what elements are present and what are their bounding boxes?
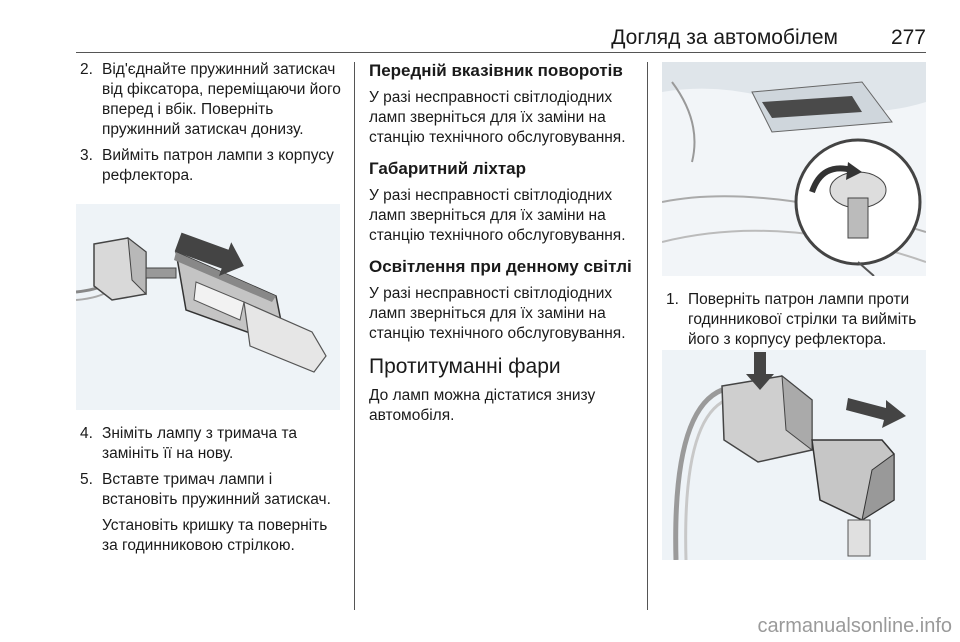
fog-lights-text: До ламп можна дістатися знизу автомобіля. xyxy=(369,387,596,424)
section-heading: Передній вказівник поворотів xyxy=(369,61,623,80)
fog-light-illustration xyxy=(662,62,926,276)
step-5-extra: Установіть кришку та поверніть за годинниковою стрілкою. xyxy=(102,517,328,554)
step-number: 5. xyxy=(80,471,93,488)
step-number: 4. xyxy=(80,425,93,442)
step-text: Вийміть патрон лампи з корпусу рефлектора. xyxy=(102,147,334,184)
step-5 xyxy=(76,470,342,510)
page-number: 277 xyxy=(890,26,926,49)
section-heading: Габаритний ліхтар xyxy=(369,159,527,178)
step-2 xyxy=(76,60,342,140)
column-2 xyxy=(369,60,635,436)
header-rule xyxy=(76,52,926,53)
column-3 xyxy=(662,290,926,356)
fog-lights-heading: Протитуманні фари xyxy=(369,355,561,378)
column-divider-1 xyxy=(354,62,355,610)
step-3 xyxy=(76,146,342,186)
section-heading: Освітлення при денному світлі xyxy=(369,257,632,276)
section-text: У разі несправності світлодіодних ламп зверніться для їх заміни на станцію технічного обслуговування. xyxy=(369,285,626,342)
step-number: 2. xyxy=(80,61,93,78)
step-text: Поверніть патрон лампи проти годинникової стрілки та вийміть його з корпусу рефлектора. xyxy=(688,291,917,348)
watermark-text: carmanualsonline.info xyxy=(757,615,952,637)
bulb-illustration xyxy=(76,204,340,410)
page-header xyxy=(76,26,926,52)
step-1 xyxy=(662,290,926,350)
column-1 xyxy=(76,60,342,192)
step-number: 3. xyxy=(80,147,93,164)
fog-light-figure xyxy=(662,62,926,276)
lamp-socket-figure xyxy=(662,350,926,560)
bulb-figure xyxy=(76,204,340,410)
step-4 xyxy=(76,424,342,464)
step-text: Вставте тримач лампи і встановіть пружинний затискач. xyxy=(102,471,331,508)
step-number: 1. xyxy=(666,291,679,308)
step-text: Зніміть лампу з тримача та замініть її на нову. xyxy=(102,425,297,462)
column-1-lower xyxy=(76,424,342,556)
lamp-socket-illustration xyxy=(662,350,926,560)
step-text: Від'єднайте пружинний затискач від фіксатора, переміщаючи його вперед і вбік. Поверніть пружинний затискач донизу. xyxy=(102,61,341,138)
section-text: У разі несправності світлодіодних ламп зверніться для їх заміни на станцію технічного обслуговування. xyxy=(369,89,626,146)
chapter-title: Догляд за автомобілем xyxy=(611,26,838,49)
section-text: У разі несправності світлодіодних ламп зверніться для їх заміни на станцію технічного обслуговування. xyxy=(369,187,626,244)
column-divider-2 xyxy=(647,62,648,610)
